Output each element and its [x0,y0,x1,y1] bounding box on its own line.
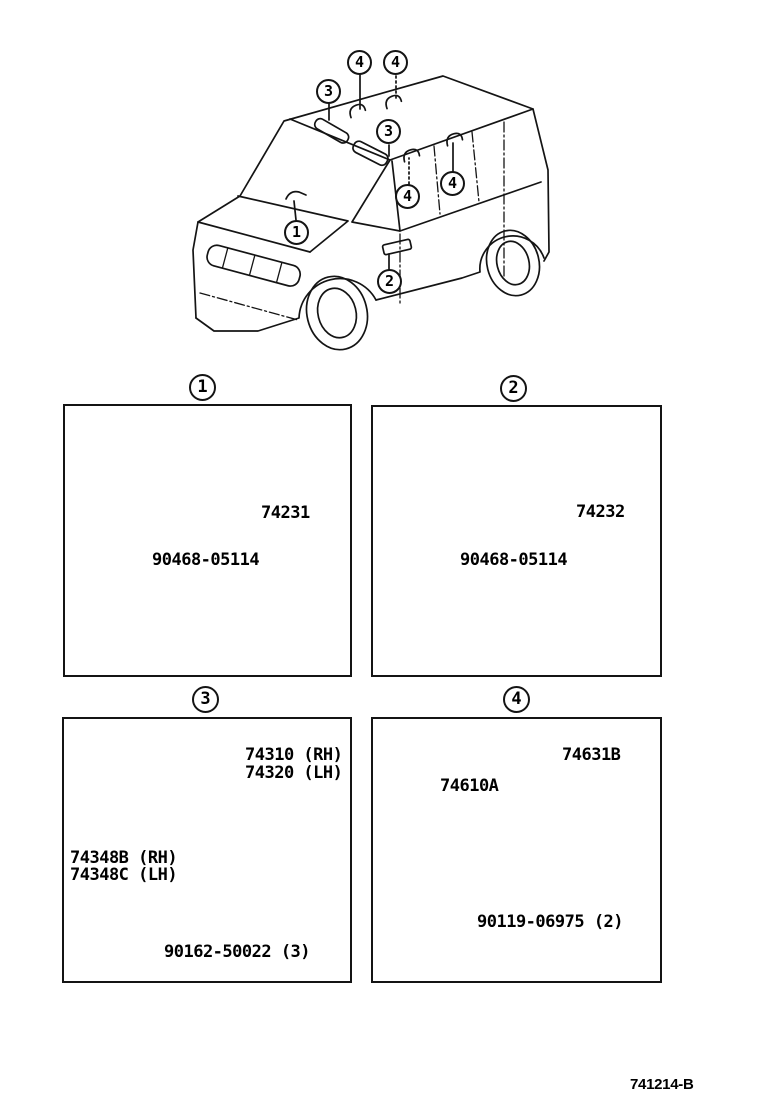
part-number-74231: 74231 [261,503,310,523]
part-number-90162: 90162-50022 (3) [164,942,311,962]
section-number-2: 2 [500,375,527,402]
section-number-3: 3 [192,686,219,713]
vehicle-line-drawing [193,75,549,356]
part-number-74310-rh: 74310 (RH) [245,745,343,765]
part-number-74631b: 74631B [562,745,621,765]
part-number-74348b-rh: 74348B (RH) [70,848,178,868]
detail-box-2 [371,405,662,677]
car-callout-grip-side-rear: 4 [440,171,465,196]
car-callout-front-armrest: 1 [284,220,309,245]
section-number-1: 1 [189,374,216,401]
part-number-74348c-lh: 74348C (LH) [70,865,178,885]
rear-wheel [480,225,546,302]
figure-code: 741214-B [630,1076,694,1093]
car-callout-visor-rear: 3 [376,119,401,144]
front-wheel [299,270,375,356]
part-number-74320-lh: 74320 (LH) [245,763,343,783]
part-number-90468-box1: 90468-05114 [152,550,260,570]
car-callout-visor-front: 3 [316,79,341,104]
section-number-4: 4 [503,686,530,713]
part-number-90119: 90119-06975 (2) [477,912,624,932]
part-number-74232: 74232 [576,502,625,522]
detail-box-1 [63,404,352,677]
car-callout-grip-side-front: 4 [395,184,420,209]
car-callout-rear-armrest: 2 [377,269,402,294]
car-callout-grip-roof-rear: 4 [383,50,408,75]
part-number-74610a: 74610A [440,776,499,796]
part-number-90468-box2: 90468-05114 [460,550,568,570]
car-callout-grip-roof-front: 4 [347,50,372,75]
